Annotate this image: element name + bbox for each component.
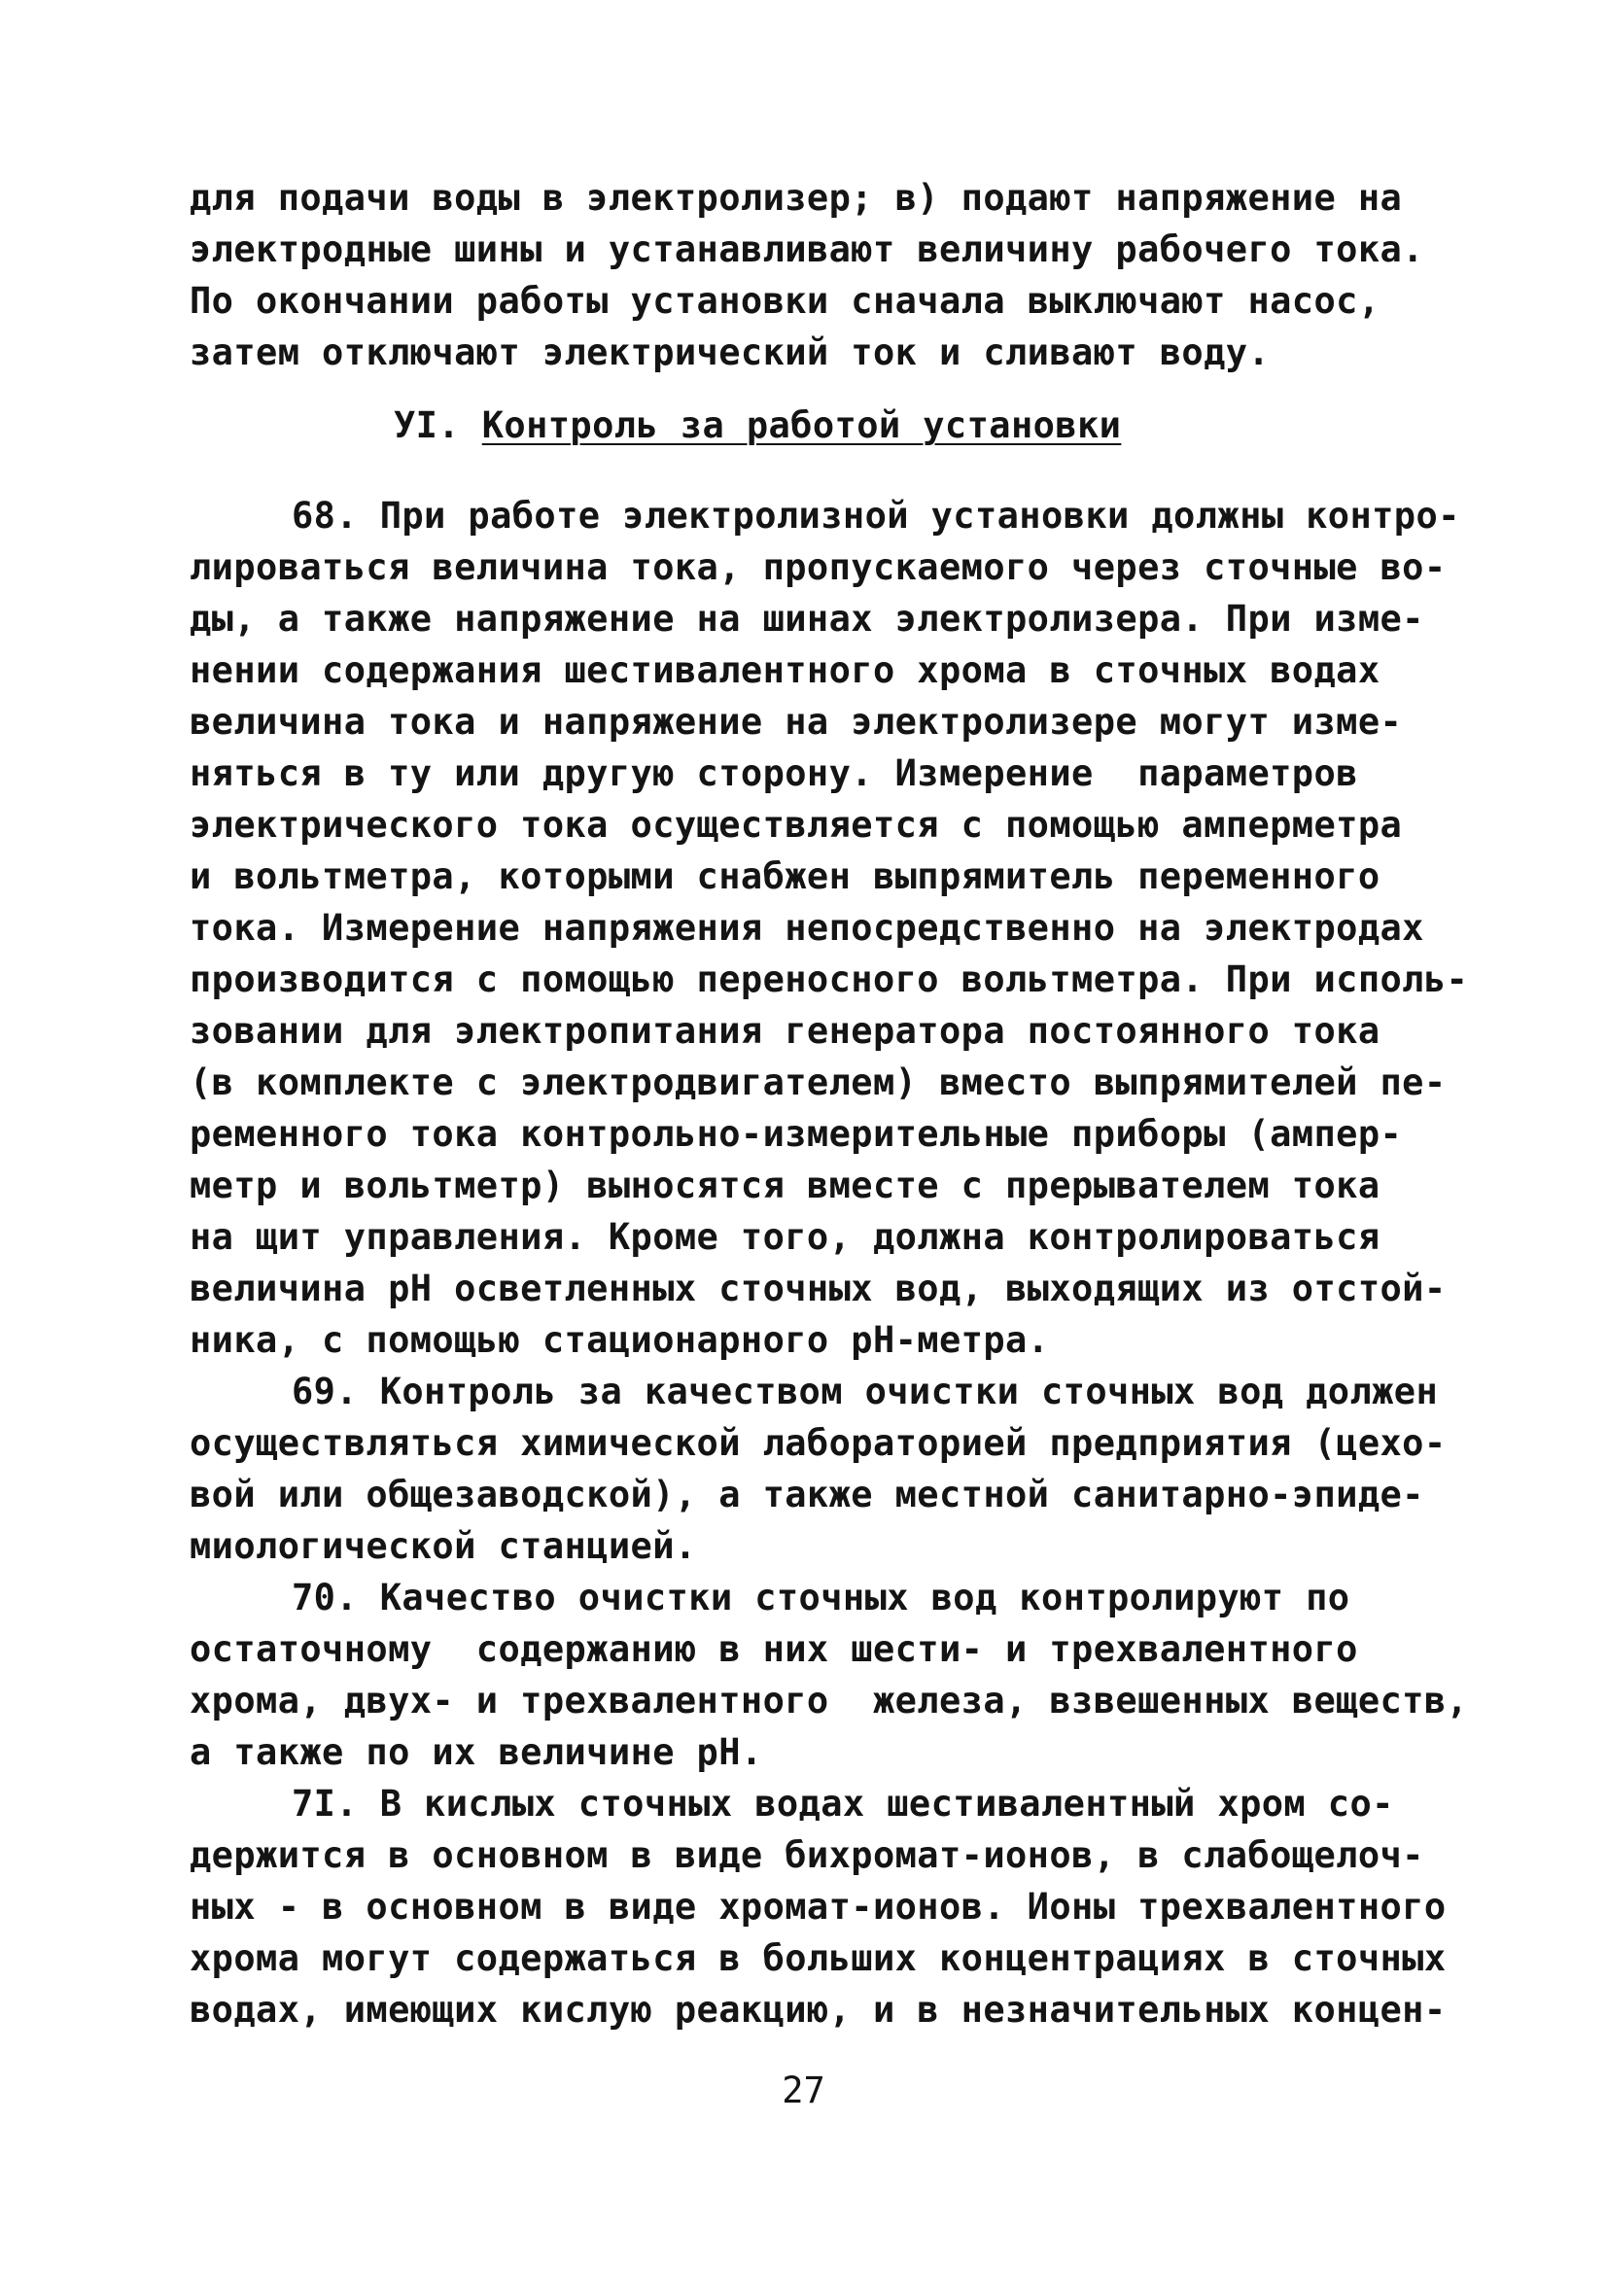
paragraph-69-line: 69. Контроль за качеством очистки сточных вод должен	[292, 1371, 1439, 1412]
page-number: 27	[782, 2070, 825, 2111]
paragraph-71-line: держится в основном в виде бихромат-ионов, в слабощелоч-	[190, 1834, 1424, 1876]
paragraph-68-line: 68. При работе электролизной установки должны контро-	[292, 495, 1460, 537]
intro-line: электродные шины и устанавливают величину рабочего тока.	[190, 228, 1424, 270]
section-title: Контроль за работой установки	[481, 404, 1122, 446]
paragraph-71-line: ных - в основном в виде хромат-ионов. Ионы трехвалентного	[190, 1886, 1447, 1928]
paragraph-70-line: хрома, двух- и трехвалентного железа, взвешенных веществ,	[190, 1680, 1469, 1722]
section-heading	[394, 400, 1121, 451]
paragraph-69-line: вой или общезаводской), а также местной санитарно-эпиде-	[190, 1474, 1424, 1515]
paragraph-70-line: 70. Качество очистки сточных вод контролируют по	[292, 1577, 1350, 1618]
paragraph-71-line: хрома могут содержаться в больших концентрациях в сточных	[190, 1937, 1447, 1979]
paragraph-68-line: и вольтметра, которыми снабжен выпрямитель переменного	[190, 855, 1380, 897]
intro-line: для подачи воды в электролизер; в) подают напряжение на	[190, 177, 1403, 219]
paragraph-71-line: 7I. В кислых сточных водах шестивалентный хром со-	[292, 1783, 1394, 1825]
paragraph-68-line: (в комплекте с электродвигателем) вместо выпрямителей пе-	[190, 1061, 1447, 1103]
paragraph-68-line: тока. Измерение напряжения непосредственно на электродах	[190, 907, 1424, 949]
paragraph-68-line: величина тока и напряжение на электролизере могут изме-	[190, 701, 1403, 743]
paragraph-68-line: величина pH осветленных сточных вод, выходящих из отстой-	[190, 1268, 1447, 1309]
paragraph-69-line: осуществляться химической лабораторией предприятия (цехо-	[190, 1422, 1447, 1464]
intro-line: По окончании работы установки сначала выключают насос,	[190, 280, 1380, 322]
paragraph-70-line: остаточному содержанию в них шести- и трехвалентного	[190, 1628, 1358, 1670]
paragraph-68-line: лироваться величина тока, пропускаемого через сточные во-	[190, 546, 1447, 588]
paragraph-68-line: электрического тока осуществляется с помощью амперметра	[190, 804, 1403, 846]
paragraph-71-line: водах, имеющих кислую реакцию, и в незначительных концен-	[190, 1989, 1447, 2031]
paragraph-69-line: миологической станцией.	[190, 1525, 697, 1567]
paragraph-68-line: ды, а также напряжение на шинах электролизера. При изме-	[190, 598, 1424, 640]
paragraph-68-line: метр и вольтметр) выносятся вместе с прерывателем тока	[190, 1165, 1380, 1206]
paragraph-68-line: на щит управления. Кроме того, должна контролироваться	[190, 1216, 1380, 1258]
paragraph-68-line: зовании для электропитания генератора постоянного тока	[190, 1010, 1380, 1052]
paragraph-68-line: нении содержания шестивалентного хрома в сточных водах	[190, 649, 1380, 691]
paragraph-68-line: ременного тока контрольно-измерительные приборы (ампер-	[190, 1113, 1403, 1155]
paragraph-68-line: ника, с помощью стационарного pH-метра.	[190, 1319, 1050, 1361]
paragraph-68-line: няться в ту или другую сторону. Измерение параметров	[190, 752, 1358, 794]
paragraph-68-line: производится с помощью переносного вольтметра. При исполь-	[190, 958, 1469, 1000]
section-number: УI.	[394, 404, 461, 446]
paragraph-70-line: а также по их величине pH.	[190, 1731, 763, 1773]
intro-line: затем отключают электрический ток и сливают воду.	[190, 331, 1271, 373]
